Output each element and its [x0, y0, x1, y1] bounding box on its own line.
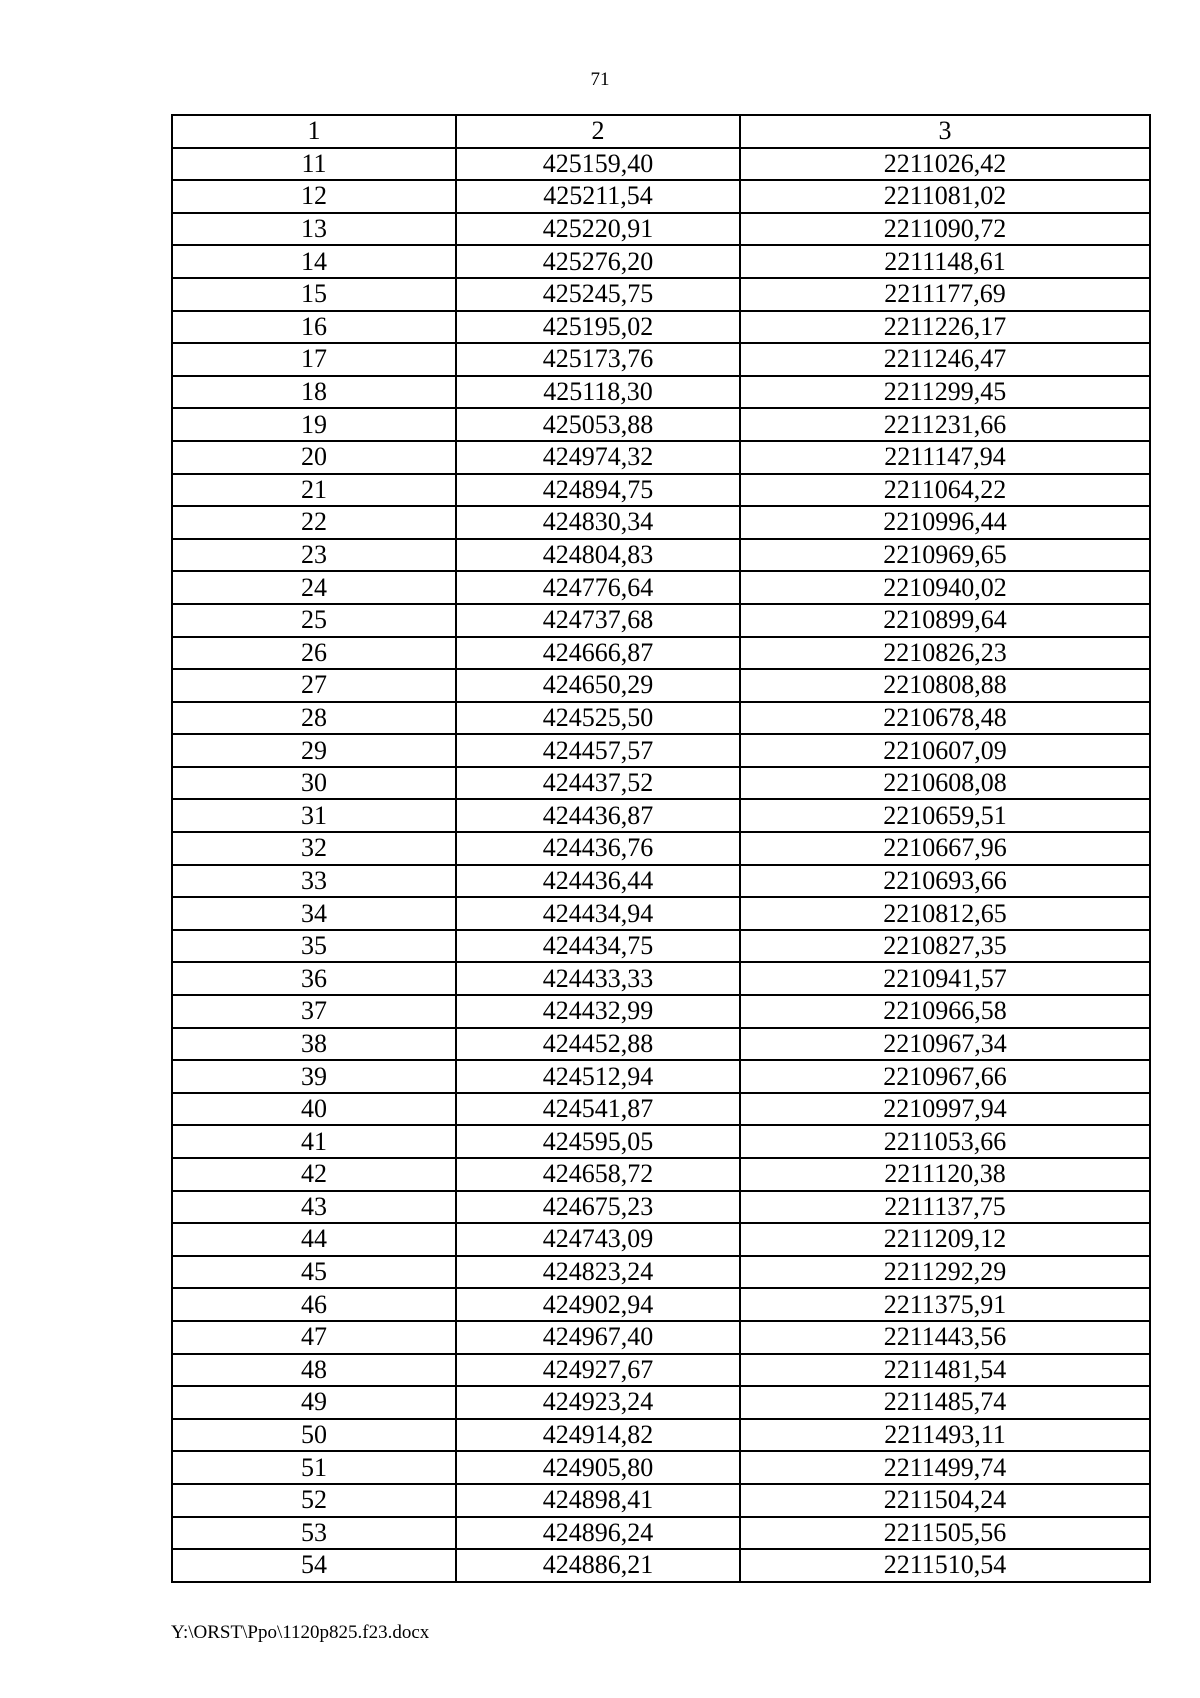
y-coordinate-cell: 2211081,02: [740, 180, 1150, 213]
point-number-cell: 52: [172, 1484, 456, 1517]
point-number-cell: 24: [172, 571, 456, 604]
x-coordinate-cell: 424541,87: [456, 1093, 740, 1126]
point-number-cell: 35: [172, 930, 456, 963]
table-row: [172, 539, 1150, 572]
table-row: [172, 343, 1150, 376]
point-number-cell: 34: [172, 897, 456, 930]
point-number-cell: 46: [172, 1288, 456, 1321]
table-row: [172, 734, 1150, 767]
x-coordinate-cell: 424433,33: [456, 962, 740, 995]
y-coordinate-cell: 2211375,91: [740, 1288, 1150, 1321]
table-row: [172, 376, 1150, 409]
x-coordinate-cell: 424457,57: [456, 734, 740, 767]
y-coordinate-cell: 2210667,96: [740, 832, 1150, 865]
table-row: [172, 897, 1150, 930]
y-coordinate-cell: 2210826,23: [740, 637, 1150, 670]
table-row: [172, 506, 1150, 539]
y-coordinate-cell: 2211292,29: [740, 1256, 1150, 1289]
table-row: [172, 1028, 1150, 1061]
table-row: [172, 1256, 1150, 1289]
y-coordinate-cell: 2211026,42: [740, 148, 1150, 181]
y-coordinate-cell: 2211053,66: [740, 1125, 1150, 1158]
y-coordinate-cell: 2210899,64: [740, 604, 1150, 637]
point-number-cell: 44: [172, 1223, 456, 1256]
table-row: [172, 148, 1150, 181]
point-number-cell: 49: [172, 1386, 456, 1419]
table-row: [172, 441, 1150, 474]
x-coordinate-cell: 424452,88: [456, 1028, 740, 1061]
x-coordinate-cell: 425159,40: [456, 148, 740, 181]
y-coordinate-cell: 2210996,44: [740, 506, 1150, 539]
table-row: [172, 408, 1150, 441]
x-coordinate-cell: 424434,75: [456, 930, 740, 963]
y-coordinate-cell: 2211504,24: [740, 1484, 1150, 1517]
y-coordinate-cell: 2211137,75: [740, 1191, 1150, 1224]
point-number-cell: 36: [172, 962, 456, 995]
table-row: [172, 474, 1150, 507]
table-row: [172, 1386, 1150, 1419]
point-number-cell: 50: [172, 1419, 456, 1452]
y-coordinate-cell: 2210941,57: [740, 962, 1150, 995]
table-body: [172, 148, 1150, 1582]
table-row: [172, 1517, 1150, 1550]
table-row: [172, 1191, 1150, 1224]
point-number-cell: 28: [172, 702, 456, 735]
point-number-cell: 27: [172, 669, 456, 702]
table-row: [172, 962, 1150, 995]
x-coordinate-cell: 424776,64: [456, 571, 740, 604]
header-cell-3: 3: [740, 115, 1150, 148]
table-row: [172, 832, 1150, 865]
x-coordinate-cell: 424650,29: [456, 669, 740, 702]
y-coordinate-cell: 2211485,74: [740, 1386, 1150, 1419]
y-coordinate-cell: 2211148,61: [740, 245, 1150, 278]
x-coordinate-cell: 424434,94: [456, 897, 740, 930]
point-number-cell: 14: [172, 245, 456, 278]
table-row: [172, 995, 1150, 1028]
point-number-cell: 43: [172, 1191, 456, 1224]
y-coordinate-cell: 2211505,56: [740, 1517, 1150, 1550]
y-coordinate-cell: 2210967,66: [740, 1060, 1150, 1093]
point-number-cell: 17: [172, 343, 456, 376]
point-number-cell: 32: [172, 832, 456, 865]
table-row: [172, 865, 1150, 898]
table-row: [172, 1060, 1150, 1093]
table-row: [172, 571, 1150, 604]
x-coordinate-cell: 424927,67: [456, 1354, 740, 1387]
x-coordinate-cell: 424743,09: [456, 1223, 740, 1256]
point-number-cell: 47: [172, 1321, 456, 1354]
y-coordinate-cell: 2211231,66: [740, 408, 1150, 441]
x-coordinate-cell: 424823,24: [456, 1256, 740, 1289]
table-row: [172, 1093, 1150, 1126]
x-coordinate-cell: 424666,87: [456, 637, 740, 670]
table-row: [172, 213, 1150, 246]
y-coordinate-cell: 2211493,11: [740, 1419, 1150, 1452]
x-coordinate-cell: 424436,44: [456, 865, 740, 898]
y-coordinate-cell: 2211209,12: [740, 1223, 1150, 1256]
point-number-cell: 12: [172, 180, 456, 213]
point-number-cell: 18: [172, 376, 456, 409]
point-number-cell: 20: [172, 441, 456, 474]
table-row: [172, 1451, 1150, 1484]
table-row: [172, 1549, 1150, 1582]
x-coordinate-cell: 424525,50: [456, 702, 740, 735]
table-row: [172, 278, 1150, 311]
x-coordinate-cell: 424675,23: [456, 1191, 740, 1224]
x-coordinate-cell: 425211,54: [456, 180, 740, 213]
table-row: [172, 1158, 1150, 1191]
x-coordinate-cell: 425245,75: [456, 278, 740, 311]
point-number-cell: 53: [172, 1517, 456, 1550]
x-coordinate-cell: 425053,88: [456, 408, 740, 441]
table-row: [172, 702, 1150, 735]
x-coordinate-cell: 424658,72: [456, 1158, 740, 1191]
table-row: [172, 604, 1150, 637]
table-row: [172, 1223, 1150, 1256]
header-row: [172, 115, 1150, 148]
x-coordinate-cell: 424804,83: [456, 539, 740, 572]
y-coordinate-cell: 2211481,54: [740, 1354, 1150, 1387]
point-number-cell: 33: [172, 865, 456, 898]
y-coordinate-cell: 2211090,72: [740, 213, 1150, 246]
y-coordinate-cell: 2211177,69: [740, 278, 1150, 311]
point-number-cell: 48: [172, 1354, 456, 1387]
table-row: [172, 1484, 1150, 1517]
y-coordinate-cell: 2210808,88: [740, 669, 1150, 702]
x-coordinate-cell: 425220,91: [456, 213, 740, 246]
table-row: [172, 1288, 1150, 1321]
table-row: [172, 799, 1150, 832]
y-coordinate-cell: 2211147,94: [740, 441, 1150, 474]
x-coordinate-cell: 424905,80: [456, 1451, 740, 1484]
table-row: [172, 1321, 1150, 1354]
point-number-cell: 25: [172, 604, 456, 637]
page-number: 71: [590, 69, 610, 90]
y-coordinate-cell: 2210693,66: [740, 865, 1150, 898]
x-coordinate-cell: 424595,05: [456, 1125, 740, 1158]
point-number-cell: 22: [172, 506, 456, 539]
point-number-cell: 54: [172, 1549, 456, 1582]
table-row: [172, 637, 1150, 670]
x-coordinate-cell: 425276,20: [456, 245, 740, 278]
x-coordinate-cell: 424512,94: [456, 1060, 740, 1093]
y-coordinate-cell: 2210967,34: [740, 1028, 1150, 1061]
point-number-cell: 26: [172, 637, 456, 670]
footer-file-path: Y:\ORST\Ppo\1120p825.f23.docx: [171, 1622, 430, 1643]
table-row: [172, 669, 1150, 702]
x-coordinate-cell: 424830,34: [456, 506, 740, 539]
y-coordinate-cell: 2210827,35: [740, 930, 1150, 963]
point-number-cell: 31: [172, 799, 456, 832]
x-coordinate-cell: 424432,99: [456, 995, 740, 1028]
y-coordinate-cell: 2210812,65: [740, 897, 1150, 930]
point-number-cell: 21: [172, 474, 456, 507]
x-coordinate-cell: 424914,82: [456, 1419, 740, 1452]
table-row: [172, 930, 1150, 963]
x-coordinate-cell: 424737,68: [456, 604, 740, 637]
y-coordinate-cell: 2211499,74: [740, 1451, 1150, 1484]
point-number-cell: 30: [172, 767, 456, 800]
y-coordinate-cell: 2210659,51: [740, 799, 1150, 832]
y-coordinate-cell: 2210678,48: [740, 702, 1150, 735]
point-number-cell: 16: [172, 311, 456, 344]
point-number-cell: 40: [172, 1093, 456, 1126]
y-coordinate-cell: 2211064,22: [740, 474, 1150, 507]
x-coordinate-cell: 424436,87: [456, 799, 740, 832]
y-coordinate-cell: 2210997,94: [740, 1093, 1150, 1126]
point-number-cell: 41: [172, 1125, 456, 1158]
point-number-cell: 42: [172, 1158, 456, 1191]
table-row: [172, 311, 1150, 344]
x-coordinate-cell: 424902,94: [456, 1288, 740, 1321]
table-row: [172, 767, 1150, 800]
x-coordinate-cell: 424923,24: [456, 1386, 740, 1419]
table-row: [172, 180, 1150, 213]
y-coordinate-cell: 2211120,38: [740, 1158, 1150, 1191]
point-number-cell: 45: [172, 1256, 456, 1289]
point-number-cell: 29: [172, 734, 456, 767]
point-number-cell: 23: [172, 539, 456, 572]
table-row: [172, 1354, 1150, 1387]
y-coordinate-cell: 2211299,45: [740, 376, 1150, 409]
x-coordinate-cell: 425118,30: [456, 376, 740, 409]
x-coordinate-cell: 424898,41: [456, 1484, 740, 1517]
point-number-cell: 37: [172, 995, 456, 1028]
y-coordinate-cell: 2211443,56: [740, 1321, 1150, 1354]
y-coordinate-cell: 2210940,02: [740, 571, 1150, 604]
table-header: [172, 115, 1150, 148]
y-coordinate-cell: 2210607,09: [740, 734, 1150, 767]
point-number-cell: 13: [172, 213, 456, 246]
coordinates-table: [171, 114, 1151, 1583]
y-coordinate-cell: 2210966,58: [740, 995, 1150, 1028]
table-row: [172, 1419, 1150, 1452]
x-coordinate-cell: 424896,24: [456, 1517, 740, 1550]
y-coordinate-cell: 2210969,65: [740, 539, 1150, 572]
point-number-cell: 11: [172, 148, 456, 181]
x-coordinate-cell: 424894,75: [456, 474, 740, 507]
x-coordinate-cell: 424436,76: [456, 832, 740, 865]
x-coordinate-cell: 424967,40: [456, 1321, 740, 1354]
x-coordinate-cell: 425173,76: [456, 343, 740, 376]
table-row: [172, 245, 1150, 278]
y-coordinate-cell: 2211510,54: [740, 1549, 1150, 1582]
x-coordinate-cell: 424437,52: [456, 767, 740, 800]
x-coordinate-cell: 424974,32: [456, 441, 740, 474]
header-cell-1: 1: [172, 115, 456, 148]
table-row: [172, 1125, 1150, 1158]
y-coordinate-cell: 2211246,47: [740, 343, 1150, 376]
point-number-cell: 19: [172, 408, 456, 441]
header-cell-2: 2: [456, 115, 740, 148]
point-number-cell: 51: [172, 1451, 456, 1484]
x-coordinate-cell: 425195,02: [456, 311, 740, 344]
point-number-cell: 15: [172, 278, 456, 311]
x-coordinate-cell: 424886,21: [456, 1549, 740, 1582]
point-number-cell: 39: [172, 1060, 456, 1093]
y-coordinate-cell: 2211226,17: [740, 311, 1150, 344]
point-number-cell: 38: [172, 1028, 456, 1061]
y-coordinate-cell: 2210608,08: [740, 767, 1150, 800]
